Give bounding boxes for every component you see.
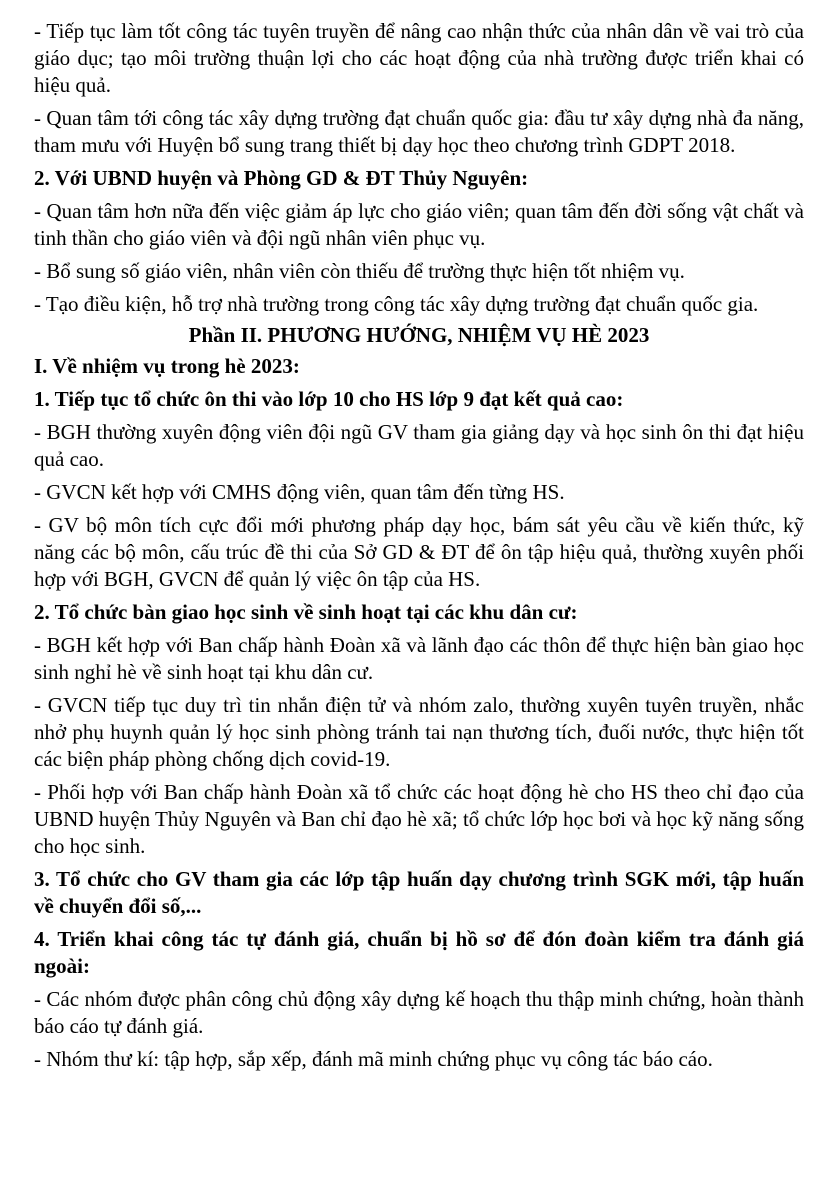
- paragraph-support-conditions: - Tạo điều kiện, hỗ trợ nhà trường trong công tác xây dựng trường đạt chuẩn quốc gia.: [34, 292, 759, 316]
- paragraph-subject-teachers: - GV bộ môn tích cực đổi mới phương pháp dạy học, bám sát yêu cầu về kiến thức, kỹ năng các bộ môn, cấu trúc đề thi của Sở GD & ĐT để ôn tập hiệu quả, thường xuyên phối hợp với BGH, GVCN để quản lý việc ôn tập của HS.: [34, 513, 804, 591]
- paragraph-secretary-group: - Nhóm thư kí: tập hợp, sắp xếp, đánh mã minh chứng phục vụ công tác báo cáo.: [34, 1047, 713, 1071]
- paragraph-bgh-encourage: - BGH thường xuyên động viên đội ngũ GV tham gia giảng dạy và học sinh ôn thi đạt hiệu quả cao.: [34, 420, 804, 471]
- paragraph-bgh-handover: - BGH kết hợp với Ban chấp hành Đoàn xã và lãnh đạo các thôn để thực hiện bàn giao học sinh nghỉ hè về sinh hoạt tại khu dân cư.: [34, 633, 804, 684]
- section-one-title: I. Về nhiệm vụ trong hè 2023:: [34, 354, 300, 378]
- heading-self-assessment: 4. Triển khai công tác tự đánh giá, chuẩn bị hồ sơ để đón đoàn kiểm tra đánh giá ngoài:: [34, 927, 804, 978]
- paragraph-gvcn-zalo: - GVCN tiếp tục duy trì tin nhắn điện tử và nhóm zalo, thường xuyên tuyên truyền, nhắc nhở phụ huynh quản lý học sinh phòng tránh tai nạn thương tích, đuối nước, thực hiện tốt các biện pháp phòng chống dịch covid-19.: [34, 693, 804, 771]
- heading-student-handover: 2. Tổ chức bàn giao học sinh về sinh hoạt tại các khu dân cư:: [34, 600, 578, 624]
- paragraph-staff-supplement: - Bổ sung số giáo viên, nhân viên còn thiếu để trường thực hiện tốt nhiệm vụ.: [34, 259, 685, 283]
- heading-teacher-training: 3. Tổ chức cho GV tham gia các lớp tập huấn dạy chương trình SGK mới, tập huấn về chuyển đổi số,...: [34, 867, 804, 918]
- paragraph-national-standard: - Quan tâm tới công tác xây dựng trường đạt chuẩn quốc gia: đầu tư xây dựng nhà đa năng, tham mưu với Huyện bổ sung trang thiết bị dạy học theo chương trình GDPT 2018.: [34, 106, 804, 157]
- heading-exam-review: 1. Tiếp tục tổ chức ôn thi vào lớp 10 cho HS lớp 9 đạt kết quả cao:: [34, 387, 624, 411]
- paragraph-evidence-groups: - Các nhóm được phân công chủ động xây dựng kế hoạch thu thập minh chứng, hoàn thành báo cáo tự đánh giá.: [34, 987, 804, 1038]
- heading-ubnd: 2. Với UBND huyện và Phòng GD & ĐT Thủy Nguyên:: [34, 166, 529, 190]
- paragraph-summer-activities: - Phối hợp với Ban chấp hành Đoàn xã tổ chức các hoạt động hè cho HS theo chỉ đạo của UBND huyện Thủy Nguyên và Ban chỉ đạo hè xã; tổ chức lớp học bơi và học kỹ năng sống cho học sinh.: [34, 780, 804, 858]
- paragraph-teacher-pressure: - Quan tâm hơn nữa đến việc giảm áp lực cho giáo viên; quan tâm đến đời sống vật chất và tinh thần cho giáo viên và đội ngũ nhân viên phục vụ.: [34, 199, 804, 250]
- paragraph-gvcn-cmhs: - GVCN kết hợp với CMHS động viên, quan tâm đến từng HS.: [34, 480, 565, 504]
- paragraph-propaganda: - Tiếp tục làm tốt công tác tuyên truyền để nâng cao nhận thức của nhân dân về vai trò của giáo dục; tạo môi trường thuận lợi cho các hoạt động của nhà trường được triển khai có hiệu quả.: [34, 19, 804, 97]
- part-two-title: Phần II. PHƯƠNG HƯỚNG, NHIỆM VỤ HÈ 2023: [188, 323, 650, 347]
